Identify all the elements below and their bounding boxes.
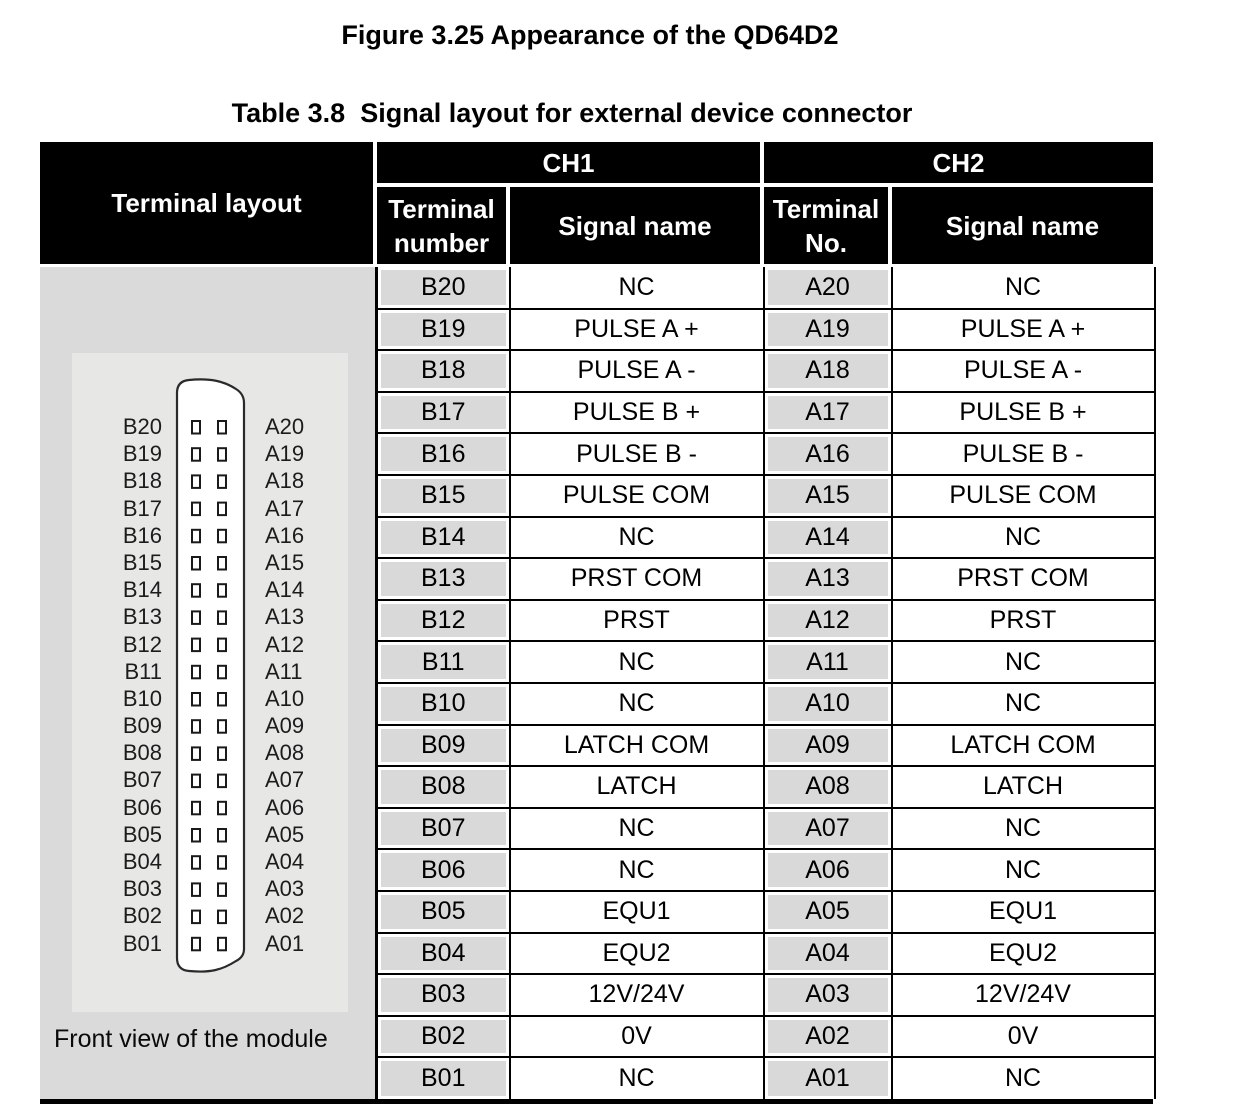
signal-table <box>375 267 1156 1099</box>
connector-pin <box>192 503 200 515</box>
terminal-cell-ch1: B07 <box>377 808 510 850</box>
pin-label-a: A16 <box>265 522 305 548</box>
terminal-cell-ch2: A16 <box>764 433 892 475</box>
pin-label-b: B01 <box>122 930 162 956</box>
signal-cell-ch2: PRST <box>892 600 1155 642</box>
connector-pin <box>218 693 226 706</box>
table-row <box>377 309 1155 351</box>
signal-cell-ch1: PULSE B + <box>510 392 764 434</box>
connector-pin <box>192 720 200 733</box>
pin-label-a: A19 <box>265 441 305 467</box>
terminal-cell-ch1: B10 <box>377 683 510 725</box>
pin-label-a: A03 <box>265 876 305 902</box>
pin-label-a: A15 <box>265 549 305 575</box>
pin-label-b: B05 <box>122 821 162 847</box>
connector-pin <box>218 938 226 951</box>
pin-label-a: A08 <box>265 740 305 766</box>
connector-pin <box>218 421 226 434</box>
connector-pin <box>192 883 200 896</box>
pin-label-a: A13 <box>265 604 305 630</box>
terminal-cell-ch1: B09 <box>377 725 510 767</box>
terminal-cell-ch2: A09 <box>764 725 892 767</box>
table-row <box>377 1016 1155 1058</box>
pin-label-a: A04 <box>265 849 305 874</box>
pin-label-a: A01 <box>265 930 305 956</box>
pin-label-b: B06 <box>122 794 162 820</box>
connector-pin <box>218 829 226 842</box>
table-row <box>377 808 1155 850</box>
pin-label-b: B04 <box>122 849 162 874</box>
signal-cell-ch2: EQU2 <box>892 933 1155 975</box>
terminal-cell-ch2: A17 <box>764 392 892 434</box>
pin-label-b: B13 <box>122 604 162 630</box>
connector-pin <box>192 802 200 815</box>
terminal-cell-ch2: A18 <box>764 350 892 392</box>
pin-label-a: A02 <box>265 903 305 929</box>
connector-pin <box>218 856 226 869</box>
terminal-cell-ch2: A20 <box>764 267 892 309</box>
connector-pin <box>218 530 226 543</box>
terminal-cell-ch2: A11 <box>764 641 892 683</box>
connector-pin <box>218 503 226 515</box>
connector-pin <box>218 639 226 652</box>
terminal-cell-ch1: B01 <box>377 1057 510 1099</box>
terminal-cell-ch2: A14 <box>764 517 892 559</box>
terminal-cell-ch2: A01 <box>764 1057 892 1099</box>
table-row <box>377 517 1155 559</box>
pin-label-a: A07 <box>265 767 305 793</box>
b-pin-labels <box>76 413 162 957</box>
pin-label-a: A09 <box>265 713 305 739</box>
pin-label-b: B15 <box>122 549 162 575</box>
connector-body <box>177 379 244 971</box>
signal-cell-ch2: NC <box>892 517 1155 559</box>
signal-cell-ch1: PRST <box>510 600 764 642</box>
pin-label-b: B14 <box>122 577 162 603</box>
signal-cell-ch1: PULSE A - <box>510 350 764 392</box>
terminal-cell-ch1: B03 <box>377 974 510 1016</box>
pin-label-b: B12 <box>122 631 162 657</box>
table-row <box>377 683 1155 725</box>
pin-label-b: B03 <box>122 876 162 902</box>
connector-pin <box>218 666 226 679</box>
terminal-cell-ch1: B19 <box>377 309 510 351</box>
table-caption: Table 3.8 Signal layout for external device connector <box>231 98 913 128</box>
pin-label-a: A06 <box>265 794 305 820</box>
header-ch1-terminal-number: Terminal number <box>377 187 506 264</box>
signal-cell-ch2: NC <box>892 267 1155 309</box>
connector-pin <box>218 448 226 461</box>
connector-pin <box>218 611 226 624</box>
connector-pin <box>218 557 226 570</box>
connector-pin <box>192 666 200 679</box>
table-row <box>377 849 1155 891</box>
connector-pin <box>218 584 226 597</box>
pin-label-b: B08 <box>122 740 162 766</box>
signal-cell-ch1: NC <box>510 267 764 309</box>
terminal-cell-ch1: B13 <box>377 558 510 600</box>
signal-cell-ch1: PULSE A + <box>510 309 764 351</box>
connector-pin <box>218 911 226 924</box>
signal-cell-ch1: 0V <box>510 1016 764 1058</box>
terminal-cell-ch1: B06 <box>377 849 510 891</box>
pin-label-b: B16 <box>122 522 162 548</box>
signal-cell-ch1: NC <box>510 1057 764 1099</box>
terminal-cell-ch2: A12 <box>764 600 892 642</box>
signal-cell-ch2: 12V/24V <box>892 974 1155 1016</box>
signal-cell-ch2: PULSE B + <box>892 392 1155 434</box>
header-ch1-signal-name: Signal name <box>510 187 760 264</box>
signal-cell-ch2: LATCH <box>892 766 1155 808</box>
terminal-cell-ch2: A10 <box>764 683 892 725</box>
pin-label-b: B07 <box>122 767 162 793</box>
terminal-cell-ch1: B11 <box>377 641 510 683</box>
pin-label-a: A14 <box>265 577 305 603</box>
signal-cell-ch2: NC <box>892 641 1155 683</box>
connector-pin <box>192 639 200 652</box>
connector-pin <box>218 747 226 760</box>
signal-cell-ch2: 0V <box>892 1016 1155 1058</box>
terminal-cell-ch2: A08 <box>764 766 892 808</box>
pin-label-b: B10 <box>122 685 162 711</box>
connector-pin <box>192 611 200 624</box>
signal-cell-ch1: NC <box>510 808 764 850</box>
table-row <box>377 1057 1155 1099</box>
table-row <box>377 392 1155 434</box>
pin-label-b: B20 <box>122 414 162 439</box>
connector-pin <box>192 530 200 543</box>
connector-pin <box>192 448 200 461</box>
table-row <box>377 433 1155 475</box>
signal-cell-ch2: NC <box>892 849 1155 891</box>
terminal-layout-panel <box>40 267 375 1099</box>
table-row <box>377 933 1155 975</box>
pin-label-a: A12 <box>265 631 305 657</box>
signal-layout-table <box>40 142 1153 1103</box>
connector-pin <box>192 584 200 597</box>
pin-label-a: A20 <box>265 414 305 439</box>
signal-cell-ch1: EQU2 <box>510 933 764 975</box>
signal-cell-ch1: PULSE B - <box>510 433 764 475</box>
a-pin-labels <box>265 413 351 957</box>
terminal-cell-ch1: B05 <box>377 891 510 933</box>
signal-cell-ch1: LATCH COM <box>510 725 764 767</box>
pin-label-b: B19 <box>122 441 162 467</box>
connector-pin <box>192 693 200 706</box>
connector-pin <box>192 938 200 951</box>
table-row <box>377 600 1155 642</box>
header-ch1: CH1 <box>377 142 760 183</box>
connector-pin <box>192 421 200 434</box>
signal-cell-ch2: PULSE COM <box>892 475 1155 517</box>
connector-pin <box>218 775 226 788</box>
signal-cell-ch1: LATCH <box>510 766 764 808</box>
terminal-cell-ch1: B20 <box>377 267 510 309</box>
pin-label-a: A18 <box>265 468 305 494</box>
terminal-cell-ch2: A05 <box>764 891 892 933</box>
pin-label-b: B18 <box>122 468 162 494</box>
pin-label-a: A05 <box>265 821 305 847</box>
signal-cell-ch2: NC <box>892 808 1155 850</box>
front-view-caption: Front view of the module <box>54 1025 328 1053</box>
terminal-cell-ch1: B04 <box>377 933 510 975</box>
terminal-cell-ch1: B15 <box>377 475 510 517</box>
signal-cell-ch2: PULSE A - <box>892 350 1155 392</box>
connector-pin <box>192 475 200 488</box>
pin-label-a: A11 <box>265 658 303 684</box>
table-row <box>377 725 1155 767</box>
header-ch2-terminal-no: Terminal No. <box>764 187 888 264</box>
signal-cell-ch2: PRST COM <box>892 558 1155 600</box>
table-row <box>377 641 1155 683</box>
table-row <box>377 350 1155 392</box>
terminal-cell-ch1: B17 <box>377 392 510 434</box>
terminal-cell-ch1: B16 <box>377 433 510 475</box>
header-terminal-layout: Terminal layout <box>40 142 373 264</box>
terminal-cell-ch2: A04 <box>764 933 892 975</box>
signal-cell-ch1: NC <box>510 683 764 725</box>
signal-cell-ch1: 12V/24V <box>510 974 764 1016</box>
signal-cell-ch2: PULSE A + <box>892 309 1155 351</box>
terminal-cell-ch2: A02 <box>764 1016 892 1058</box>
connector-pin <box>218 883 226 896</box>
table-row <box>377 475 1155 517</box>
terminal-cell-ch1: B12 <box>377 600 510 642</box>
connector-pin <box>192 911 200 924</box>
table-row <box>377 891 1155 933</box>
signal-table-body <box>377 267 1155 1099</box>
signal-cell-ch1: EQU1 <box>510 891 764 933</box>
signal-cell-ch2: EQU1 <box>892 891 1155 933</box>
terminal-cell-ch1: B14 <box>377 517 510 559</box>
header-ch2-signal-name: Signal name <box>892 187 1153 264</box>
pin-label-b: B17 <box>122 495 162 521</box>
terminal-cell-ch2: A15 <box>764 475 892 517</box>
signal-cell-ch1: NC <box>510 849 764 891</box>
figure-caption: Figure 3.25 Appearance of the QD64D2 <box>341 20 839 50</box>
signal-cell-ch1: PRST COM <box>510 558 764 600</box>
terminal-cell-ch1: B18 <box>377 350 510 392</box>
terminal-cell-ch2: A07 <box>764 808 892 850</box>
terminal-cell-ch1: B02 <box>377 1016 510 1058</box>
pin-label-a: A10 <box>265 685 305 711</box>
pin-label-b: B02 <box>122 903 162 929</box>
table-row <box>377 974 1155 1016</box>
terminal-cell-ch2: A19 <box>764 309 892 351</box>
pin-label-b: B11 <box>124 658 162 684</box>
connector-pin <box>218 720 226 733</box>
table-row <box>377 267 1155 309</box>
connector-pin <box>192 775 200 788</box>
connector-pin <box>218 475 226 488</box>
terminal-cell-ch2: A03 <box>764 974 892 1016</box>
pin-label-b: B09 <box>122 713 162 739</box>
signal-cell-ch1: PULSE COM <box>510 475 764 517</box>
connector-pin <box>192 557 200 570</box>
terminal-cell-ch2: A06 <box>764 849 892 891</box>
signal-cell-ch2: PULSE B - <box>892 433 1155 475</box>
signal-cell-ch2: NC <box>892 683 1155 725</box>
terminal-cell-ch1: B08 <box>377 766 510 808</box>
signal-cell-ch1: NC <box>510 517 764 559</box>
signal-cell-ch2: LATCH COM <box>892 725 1155 767</box>
pin-label-a: A17 <box>265 495 305 521</box>
connector-pin <box>192 747 200 760</box>
connector-pin <box>218 802 226 815</box>
table-bottom-border <box>40 1099 1153 1104</box>
table-row <box>377 766 1155 808</box>
terminal-cell-ch2: A13 <box>764 558 892 600</box>
signal-cell-ch2: NC <box>892 1057 1155 1099</box>
header-ch2: CH2 <box>764 142 1153 183</box>
connector-pin <box>192 856 200 869</box>
connector-pin <box>192 829 200 842</box>
signal-cell-ch1: NC <box>510 641 764 683</box>
table-row <box>377 558 1155 600</box>
